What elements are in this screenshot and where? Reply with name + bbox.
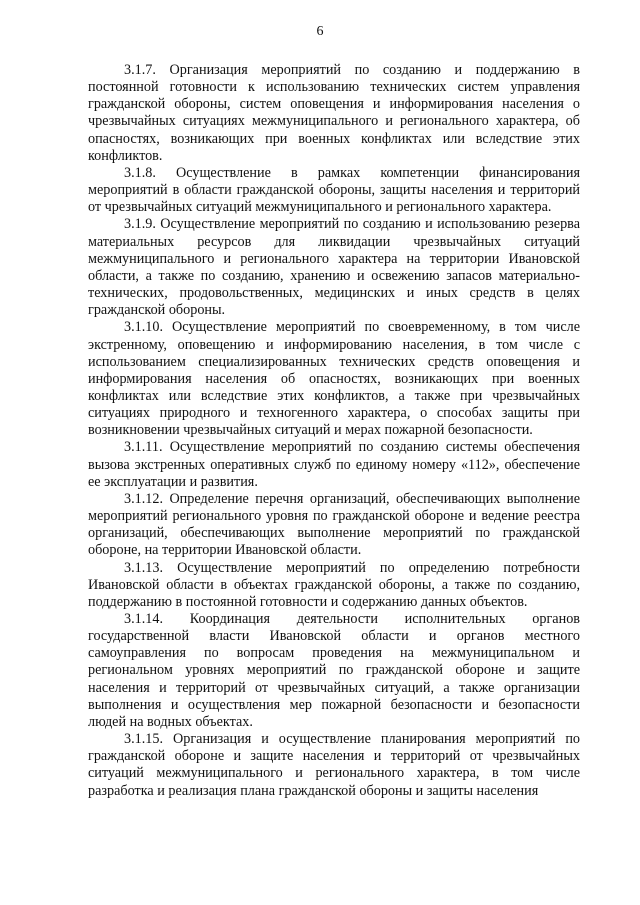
paragraph-3-1-8: 3.1.8. Осуществление в рамках компетенции финансирования мероприятий в области гражданской обороны, защиты населения и территорий от чрезвычайных ситуаций межмуниципального и регионального характера. <box>88 164 580 216</box>
paragraph-3-1-9: 3.1.9. Осуществление мероприятий по созданию и использованию резерва материальных ресурсов для ликвидации чрезвычайных ситуаций межмуниципального и регионального характера на территории Ивановской области, а также по созданию, хранению и освежению запасов материально-технических, продовольственных, медицинских и иных средств в целях гражданской обороны. <box>88 216 580 319</box>
paragraph-3-1-15: 3.1.15. Организация и осуществление планирования мероприятий по гражданской обороне и защите населения и территорий от чрезвычайных ситуаций межмуниципального и регионального характера, в том числе разработка и реализация плана гражданской обороны и защиты населения <box>88 731 580 799</box>
paragraph-3-1-11: 3.1.11. Осуществление мероприятий по созданию системы обеспечения вызова экстренных оперативных служб по единому номеру «112», обеспечение ее эксплуатации и развития. <box>88 439 580 490</box>
paragraph-3-1-13: 3.1.13. Осуществление мероприятий по определению потребности Ивановской области в объектах гражданской обороны, а также по созданию, поддержанию в постоянной готовности и содержанию данных объектов. <box>88 559 580 610</box>
paragraph-3-1-12: 3.1.12. Определение перечня организаций, обеспечивающих выполнение мероприятий регионального уровня по гражданской обороне и ведение реестра организаций, обеспечивающих выполнение мероприятий по гражданской обороне, на территории Ивановской области. <box>88 490 580 559</box>
paragraph-3-1-14: 3.1.14. Координация деятельности исполнительных органов государственной власти Ивановской области и органов местного самоуправления по вопросам проведения на межмуниципальном и региональном уровнях мероприятий по гражданской обороне и защите населения и территорий от чрезвычайных ситуаций, а также организации выполнения и осуществления мер пожарной безопасности и безопасности людей на водных объектах. <box>88 611 580 730</box>
paragraph-3-1-10: 3.1.10. Осуществление мероприятий по своевременному, в том числе экстренному, оповещению и информированию населения, в том числе с использованием специализированных технических средств оповещения и информирования населения об опасностях, возникающих при военных конфликтах или вследствие этих конфликтов, а также при чрезвычайных ситуациях природного и техногенного характера, о способах защиты при возникновении чрезвычайных ситуаций и мерах пожарной безопасности. <box>88 319 580 439</box>
paragraph-3-1-7: 3.1.7. Организация мероприятий по созданию и поддержанию в постоянной готовности к использованию технических систем управления гражданской обороны, систем оповещения и информирования населения о чрезвычайных ситуациях межмуниципального и регионального характера, об опасностях, возникающих при военных конфликтах или вследствие этих конфликтов. <box>88 62 580 164</box>
page-number: 6 <box>316 24 324 39</box>
document-body <box>88 62 580 800</box>
